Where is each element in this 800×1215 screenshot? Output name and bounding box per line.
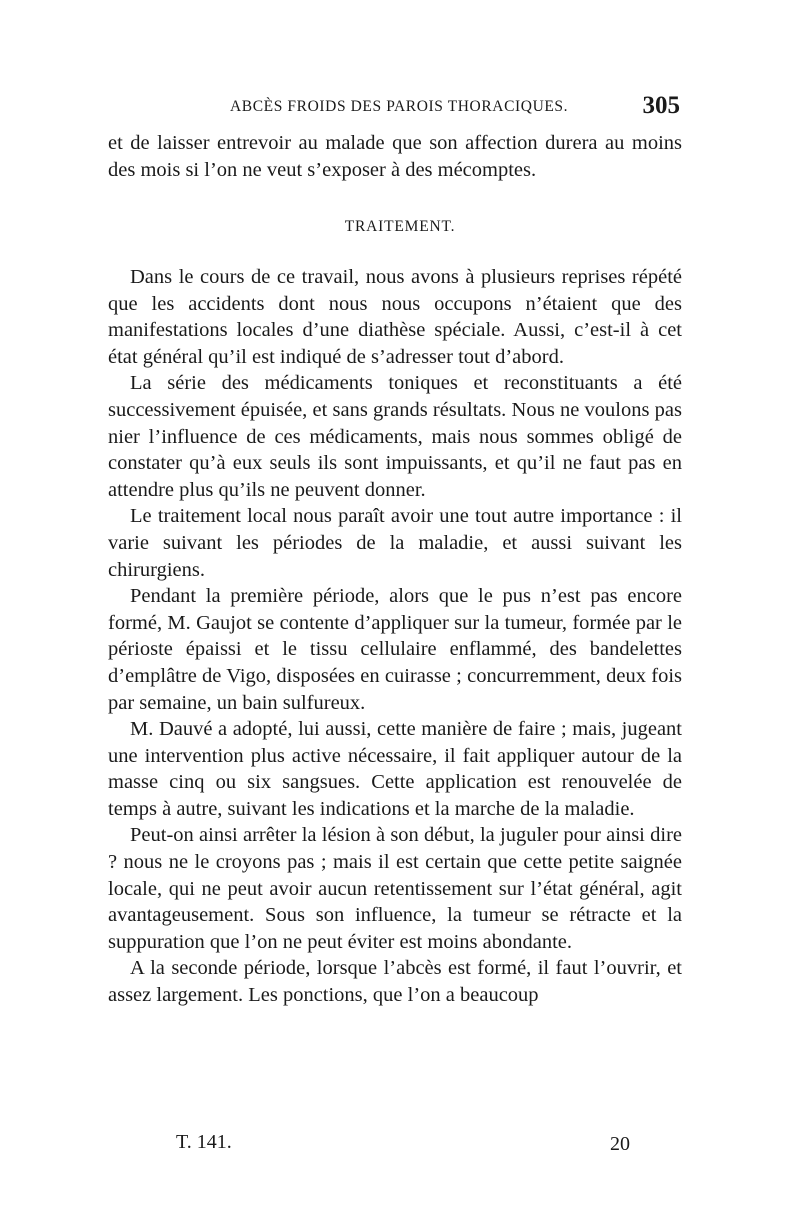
sheet-number: 20 xyxy=(610,1133,630,1155)
paragraph: Pendant la première période, alors que le pus n’est pas encore formé, M. Gaujot se contente d’appliquer sur la tumeur, formée par le périoste épaissi et le tissu cellulaire enflammé, des bandelettes d’emplâtre de Vigo, disposées en cuirasse ; concurremment, deux fois par semaine, un bain sulfureux. xyxy=(108,585,682,714)
section-heading: TRAITEMENT. xyxy=(344,218,456,235)
page-footer xyxy=(108,1131,682,1161)
signature-mark: T. 141. xyxy=(176,1131,232,1153)
paragraph: Le traitement local nous paraît avoir une tout autre importance : il varie suivant les périodes de la maladie, et aussi suivant les chirurgiens. xyxy=(108,505,682,581)
lead-paragraph: et de laisser entrevoir au malade que son affection durera au moins des mois si l’on ne veut s’exposer à des mécomptes. xyxy=(108,132,682,181)
paragraph: M. Dauvé a adopté, lui aussi, cette manière de faire ; mais, jugeant une intervention plus active nécessaire, il fait appliquer autour de la masse cinq ou six sangsues. Cette application est renouvelée de temps à autre, suivant les indications et la marche de la maladie. xyxy=(108,718,682,820)
body-paragraphs xyxy=(108,264,682,1009)
paragraph: Peut-on ainsi arrêter la lésion à son début, la juguler pour ainsi dire ? nous ne le croyons pas ; mais il est certain que cette petite saignée locale, qui ne peut avoir aucun retentissement sur l’état général, agit avantageusement. Sous son influence, la tumeur se rétracte et la suppuration que l’on ne peut éviter est moins abondante. xyxy=(108,824,682,953)
paragraph: Dans le cours de ce travail, nous avons à plusieurs reprises répété que les accidents dont nous nous occupons n’étaient que des manifestations locales d’une diathèse spéciale. Aussi, c’est-il à cet état général qu’il est indiqué de s’adresser tout d’abord. xyxy=(108,266,682,368)
paragraph: A la seconde période, lorsque l’abcès est formé, il faut l’ouvrir, et assez largement. Les ponctions, que l’on a beaucoup xyxy=(108,957,682,1007)
running-head xyxy=(108,92,682,122)
running-title: ABCÈS FROIDS DES PAROIS THORACIQUES. xyxy=(230,98,569,115)
page-number: 305 xyxy=(642,92,680,119)
paragraph: La série des médicaments toniques et reconstituants a été successivement épuisée, et sans grands résultats. Nous ne voulons pas nier l’influence de ces médicaments, mais nous sommes obligé de constater qu’à eux seuls ils sont impuissants, et qu’il ne faut pas en attendre plus qu’ils ne peuvent donner. xyxy=(108,372,682,501)
